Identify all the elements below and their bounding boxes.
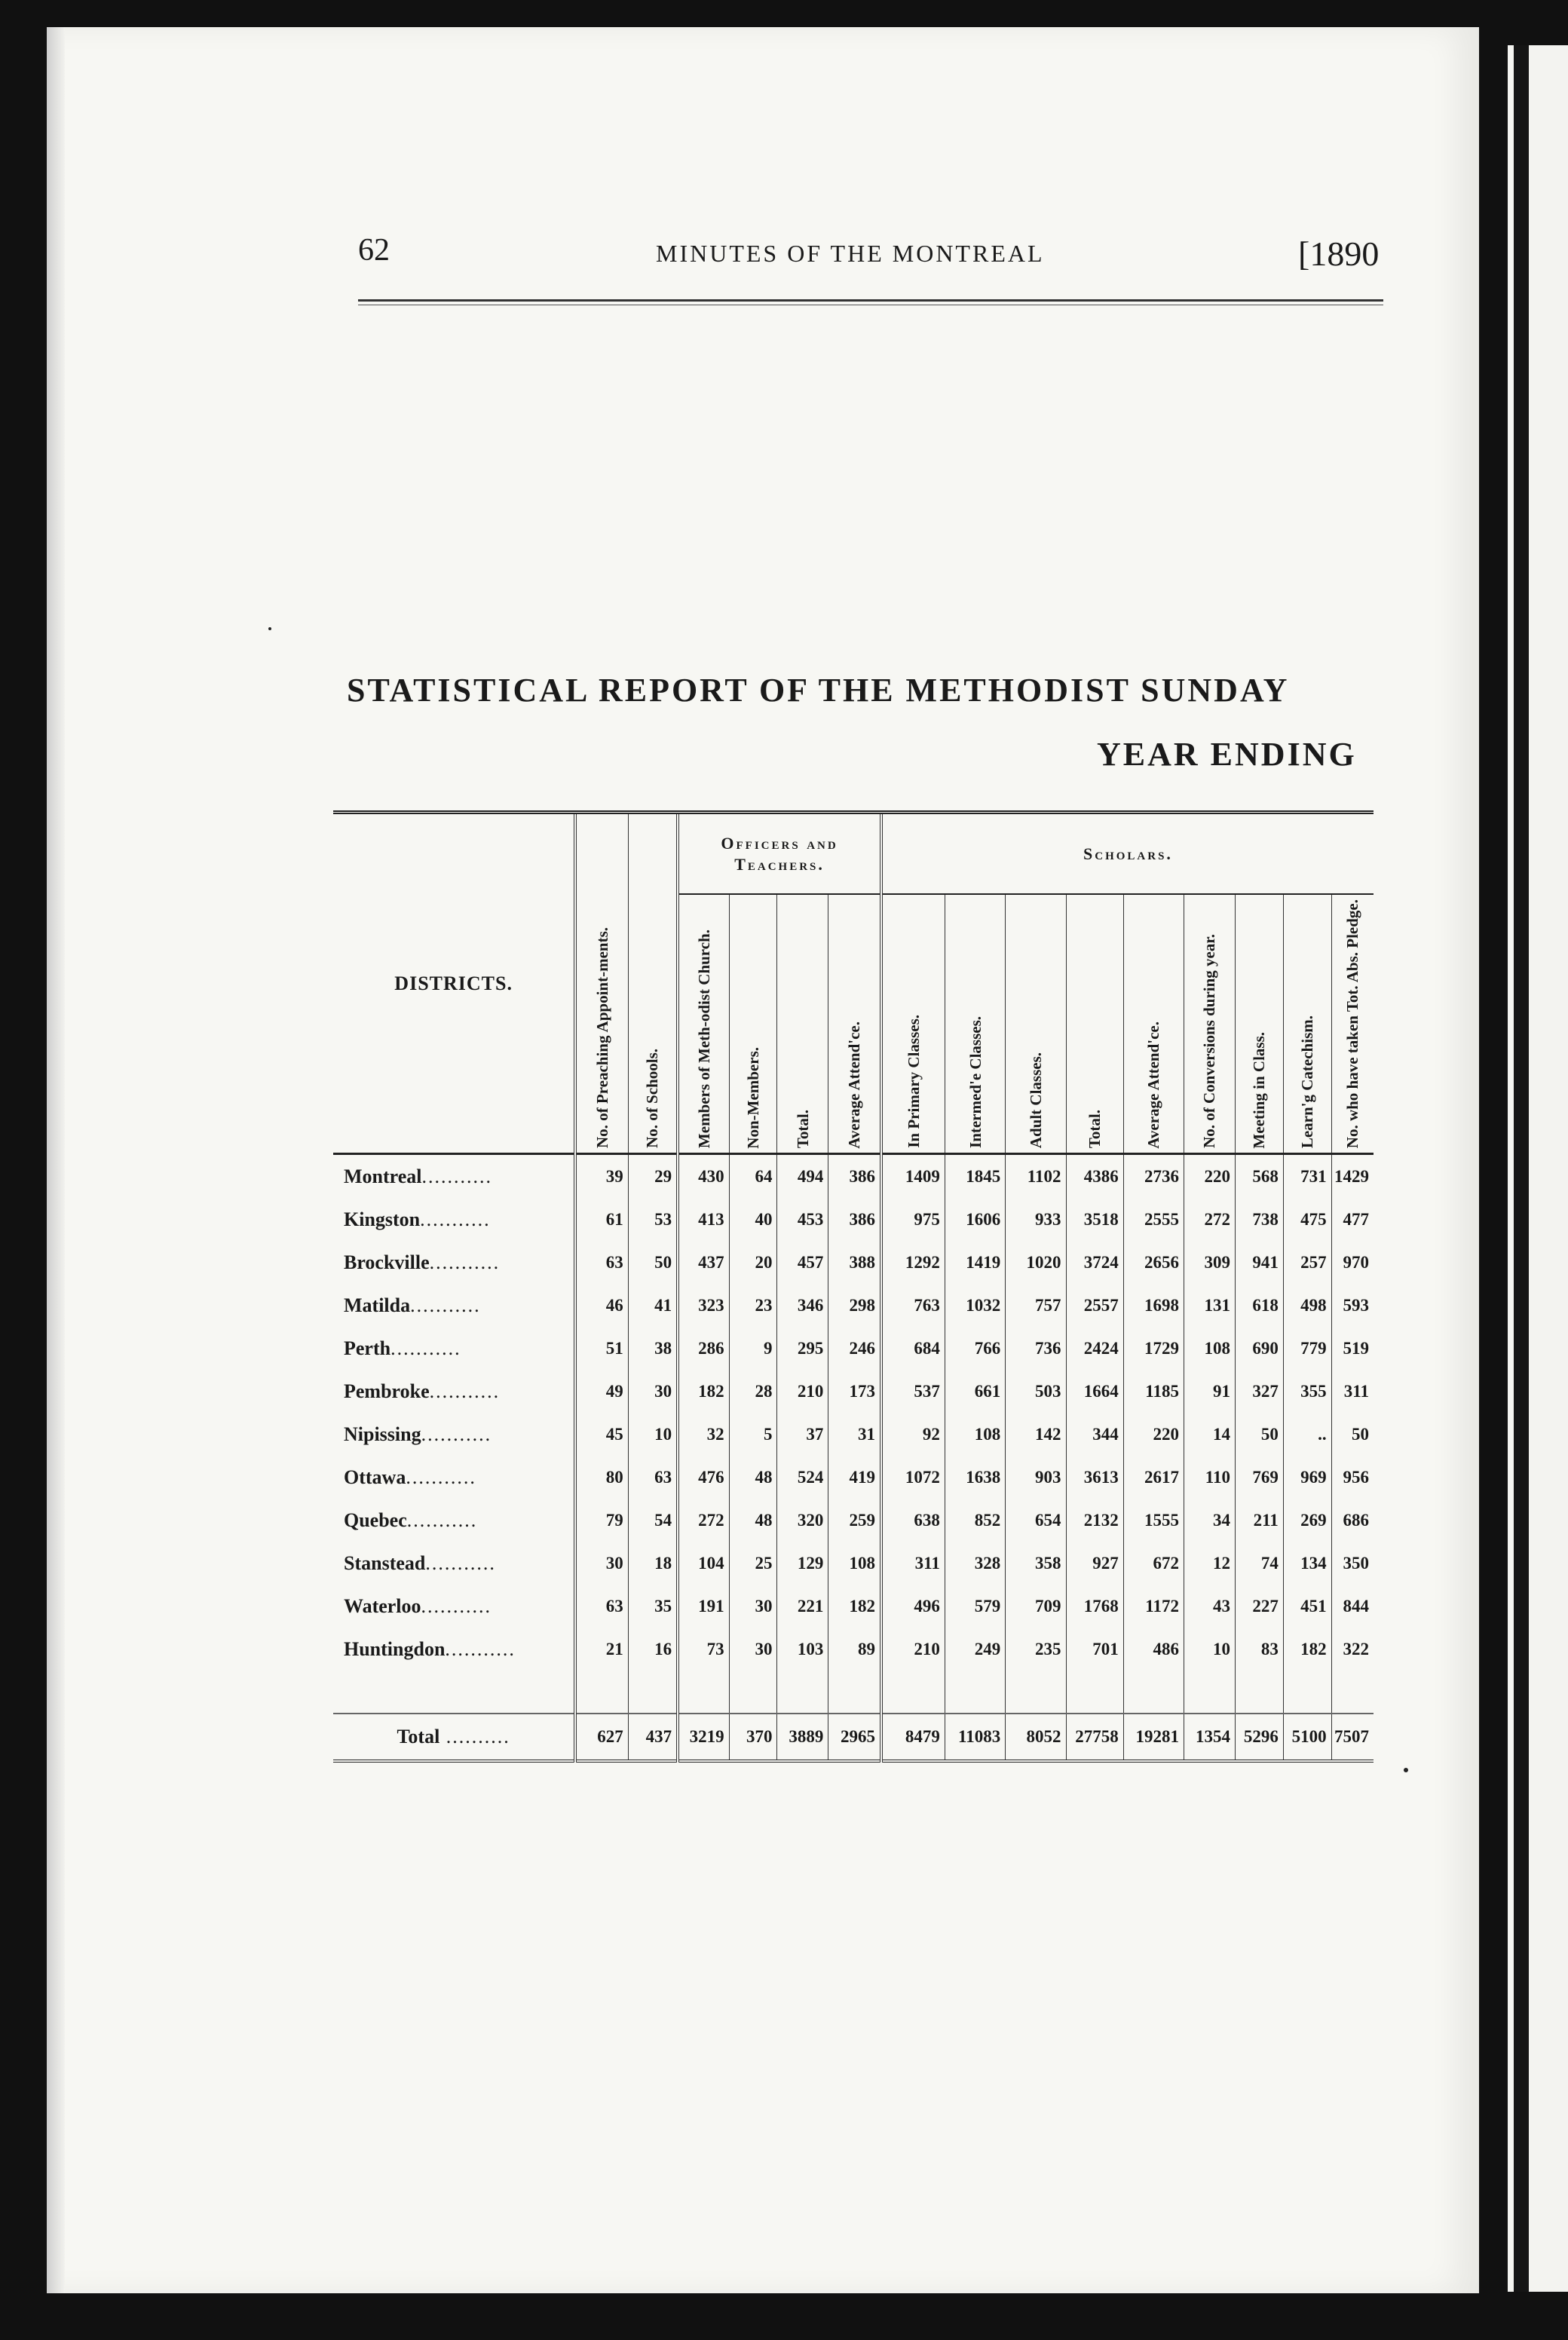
cell-value: 358 xyxy=(1006,1542,1066,1585)
district-name: Huntingdon xyxy=(344,1637,446,1660)
cell-value: 182 xyxy=(678,1370,729,1413)
table-row xyxy=(333,1585,1374,1628)
cell-value: 103 xyxy=(777,1628,828,1671)
cell-value: 108 xyxy=(828,1542,881,1585)
col-preaching-appointments: No. of Preaching Appoint-ments. xyxy=(593,927,612,1149)
table-row xyxy=(333,1198,1374,1241)
cell-value: 419 xyxy=(828,1456,881,1499)
cell-value: 32 xyxy=(678,1413,729,1456)
cell-value: 4386 xyxy=(1066,1154,1123,1199)
col-abstinence-pledge: No. who have taken Tot. Abs. Pledge. xyxy=(1343,899,1362,1149)
cell-value: 638 xyxy=(881,1499,945,1542)
total-label: Total xyxy=(397,1726,440,1748)
cell-value: 295 xyxy=(777,1327,828,1370)
cell-value: 386 xyxy=(828,1198,881,1241)
district-name: Stanstead xyxy=(344,1551,426,1574)
paper-speck xyxy=(1404,1768,1408,1772)
cell-value: 63 xyxy=(575,1241,628,1284)
cell-value: 286 xyxy=(678,1327,729,1370)
cell-value: 627 xyxy=(575,1714,628,1761)
table-row xyxy=(333,1284,1374,1327)
col-meeting-in-class: Meeting in Class. xyxy=(1250,1031,1269,1149)
cell-value: 23 xyxy=(729,1284,777,1327)
cell-value: 108 xyxy=(1184,1327,1236,1370)
col-intermediate-classes: Intermed'e Classes. xyxy=(966,1016,985,1149)
cell-value: 5100 xyxy=(1283,1714,1331,1761)
cell-value: 1409 xyxy=(881,1154,945,1199)
binding-gutter xyxy=(1514,45,1529,2292)
cell-value: 388 xyxy=(828,1241,881,1284)
paper-speck xyxy=(268,627,271,630)
cell-value: 110 xyxy=(1184,1456,1236,1499)
cell-value: 29 xyxy=(628,1154,678,1199)
cell-value: 769 xyxy=(1235,1456,1283,1499)
cell-value: 3889 xyxy=(777,1714,828,1761)
cell-value: 11083 xyxy=(945,1714,1005,1761)
cell-value: 1555 xyxy=(1123,1499,1184,1542)
col-schools: No. of Schools. xyxy=(643,1049,662,1149)
cell-value: 437 xyxy=(678,1241,729,1284)
report-subtitle: YEAR ENDING xyxy=(1097,736,1357,773)
leader-dots: ........... xyxy=(410,1294,481,1316)
col-catechism: Learn'g Catechism. xyxy=(1298,1015,1317,1149)
cell-value: 1072 xyxy=(881,1456,945,1499)
cell-value: 83 xyxy=(1235,1628,1283,1671)
cell-value: 736 xyxy=(1006,1327,1066,1370)
cell-value: 131 xyxy=(1184,1284,1236,1327)
cell-value: 731 xyxy=(1283,1154,1331,1199)
cell-value: 257 xyxy=(1283,1241,1331,1284)
cell-value: 7507 xyxy=(1331,1714,1374,1761)
cell-value: 129 xyxy=(777,1542,828,1585)
cell-value: 54 xyxy=(628,1499,678,1542)
cell-value: 31 xyxy=(828,1413,881,1456)
cell-value: 941 xyxy=(1235,1241,1283,1284)
cell-value: 370 xyxy=(729,1714,777,1761)
district-name: Waterloo xyxy=(344,1594,421,1617)
leader-dots: ........... xyxy=(445,1637,516,1660)
cell-value: 903 xyxy=(1006,1456,1066,1499)
table-row xyxy=(333,1413,1374,1456)
cell-value: 309 xyxy=(1184,1241,1236,1284)
cell-value: 5 xyxy=(729,1413,777,1456)
cell-value: 350 xyxy=(1331,1542,1374,1585)
cell-value: 51 xyxy=(575,1327,628,1370)
cell-value: 672 xyxy=(1123,1542,1184,1585)
leader-dots: ........... xyxy=(429,1380,501,1402)
cell-value: 684 xyxy=(881,1327,945,1370)
cell-value: 322 xyxy=(1331,1628,1374,1671)
cell-value: 413 xyxy=(678,1198,729,1241)
cell-value: 104 xyxy=(678,1542,729,1585)
cell-value: 73 xyxy=(678,1628,729,1671)
cell-value: 457 xyxy=(777,1241,828,1284)
cell-value: 2132 xyxy=(1066,1499,1123,1542)
cell-value: 956 xyxy=(1331,1456,1374,1499)
cell-value: 2656 xyxy=(1123,1241,1184,1284)
cell-value: 975 xyxy=(881,1198,945,1241)
leader-dots: .......... xyxy=(439,1726,510,1748)
cell-value: 709 xyxy=(1006,1585,1066,1628)
page-edge xyxy=(47,27,65,2293)
cell-value: 763 xyxy=(881,1284,945,1327)
cell-value: 1354 xyxy=(1184,1714,1236,1761)
cell-value: 50 xyxy=(1331,1413,1374,1456)
cell-value: 494 xyxy=(777,1154,828,1199)
cell-value: 30 xyxy=(628,1370,678,1413)
cell-value: 346 xyxy=(777,1284,828,1327)
leader-dots: ........... xyxy=(406,1508,478,1531)
district-name: Pembroke xyxy=(344,1380,430,1402)
cell-value: 12 xyxy=(1184,1542,1236,1585)
cell-value: 48 xyxy=(729,1456,777,1499)
cell-value: 779 xyxy=(1283,1327,1331,1370)
cell-value: 50 xyxy=(628,1241,678,1284)
cell-value: 227 xyxy=(1235,1585,1283,1628)
district-name: Perth xyxy=(344,1337,391,1359)
cell-value: 477 xyxy=(1331,1198,1374,1241)
cell-value: 327 xyxy=(1235,1370,1283,1413)
cell-value: 235 xyxy=(1006,1628,1066,1671)
cell-value: 496 xyxy=(881,1585,945,1628)
cell-value: .. xyxy=(1283,1413,1331,1456)
cell-value: 430 xyxy=(678,1154,729,1199)
cell-value: 246 xyxy=(828,1327,881,1370)
cell-value: 30 xyxy=(575,1542,628,1585)
cell-value: 89 xyxy=(828,1628,881,1671)
cell-value: 503 xyxy=(1006,1370,1066,1413)
cell-value: 311 xyxy=(881,1542,945,1585)
cell-value: 498 xyxy=(1283,1284,1331,1327)
cell-value: 1185 xyxy=(1123,1370,1184,1413)
col-primary-classes: In Primary Classes. xyxy=(904,1015,923,1149)
cell-value: 844 xyxy=(1331,1585,1374,1628)
leader-dots: ........... xyxy=(421,1423,492,1445)
cell-value: 80 xyxy=(575,1456,628,1499)
cell-value: 21 xyxy=(575,1628,628,1671)
cell-value: 35 xyxy=(628,1585,678,1628)
header-rule xyxy=(358,299,1383,302)
cell-value: 10 xyxy=(628,1413,678,1456)
cell-value: 1102 xyxy=(1006,1154,1066,1199)
cell-value: 14 xyxy=(1184,1413,1236,1456)
cell-value: 48 xyxy=(729,1499,777,1542)
page-number: 62 xyxy=(358,233,390,268)
cell-value: 690 xyxy=(1235,1327,1283,1370)
group-scholars: Scholars. xyxy=(881,813,1374,895)
cell-value: 320 xyxy=(777,1499,828,1542)
table-row xyxy=(333,1241,1374,1284)
cell-value: 18 xyxy=(628,1542,678,1585)
cell-value: 50 xyxy=(1235,1413,1283,1456)
cell-value: 46 xyxy=(575,1284,628,1327)
district-name: Montreal xyxy=(344,1165,422,1187)
cell-value: 9 xyxy=(729,1327,777,1370)
col-officers-total: Total. xyxy=(793,1110,812,1149)
col-scholars-average: Average Attend'ce. xyxy=(1144,1021,1163,1149)
cell-value: 221 xyxy=(777,1585,828,1628)
leader-dots: ........... xyxy=(421,1165,492,1187)
cell-value: 30 xyxy=(729,1585,777,1628)
cell-value: 298 xyxy=(828,1284,881,1327)
table-row xyxy=(333,1327,1374,1370)
cell-value: 1429 xyxy=(1331,1154,1374,1199)
cell-value: 537 xyxy=(881,1370,945,1413)
cell-value: 10 xyxy=(1184,1628,1236,1671)
leader-dots: ........... xyxy=(390,1337,461,1359)
cell-value: 182 xyxy=(1283,1628,1331,1671)
cell-value: 738 xyxy=(1235,1198,1283,1241)
running-header xyxy=(0,226,1568,286)
cell-value: 1172 xyxy=(1123,1585,1184,1628)
cell-value: 220 xyxy=(1184,1154,1236,1199)
cell-value: 1606 xyxy=(945,1198,1005,1241)
cell-value: 3518 xyxy=(1066,1198,1123,1241)
cell-value: 1292 xyxy=(881,1241,945,1284)
cell-value: 1020 xyxy=(1006,1241,1066,1284)
cell-value: 211 xyxy=(1235,1499,1283,1542)
district-name: Ottawa xyxy=(344,1466,406,1488)
cell-value: 3613 xyxy=(1066,1456,1123,1499)
running-year: [1890 xyxy=(1298,234,1380,273)
cell-value: 933 xyxy=(1006,1198,1066,1241)
cell-value: 2736 xyxy=(1123,1154,1184,1199)
cell-value: 53 xyxy=(628,1198,678,1241)
cell-value: 249 xyxy=(945,1628,1005,1671)
cell-value: 43 xyxy=(1184,1585,1236,1628)
cell-value: 927 xyxy=(1066,1542,1123,1585)
cell-value: 1768 xyxy=(1066,1585,1123,1628)
cell-value: 19281 xyxy=(1123,1714,1184,1761)
cell-value: 210 xyxy=(777,1370,828,1413)
cell-value: 272 xyxy=(678,1499,729,1542)
cell-value: 1698 xyxy=(1123,1284,1184,1327)
cell-value: 1638 xyxy=(945,1456,1005,1499)
cell-value: 1419 xyxy=(945,1241,1005,1284)
cell-value: 437 xyxy=(628,1714,678,1761)
cell-value: 49 xyxy=(575,1370,628,1413)
col-members-methodist: Members of Meth-odist Church. xyxy=(694,930,713,1149)
cell-value: 2617 xyxy=(1123,1456,1184,1499)
cell-value: 618 xyxy=(1235,1284,1283,1327)
cell-value: 41 xyxy=(628,1284,678,1327)
cell-value: 476 xyxy=(678,1456,729,1499)
cell-value: 311 xyxy=(1331,1370,1374,1413)
cell-value: 1845 xyxy=(945,1154,1005,1199)
district-name: Kingston xyxy=(344,1208,421,1230)
cell-value: 524 xyxy=(777,1456,828,1499)
cell-value: 20 xyxy=(729,1241,777,1284)
cell-value: 64 xyxy=(729,1154,777,1199)
cell-value: 568 xyxy=(1235,1154,1283,1199)
cell-value: 686 xyxy=(1331,1499,1374,1542)
cell-value: 142 xyxy=(1006,1413,1066,1456)
table-row xyxy=(333,1456,1374,1499)
cell-value: 386 xyxy=(828,1154,881,1199)
leader-dots: ........... xyxy=(406,1466,476,1488)
report-title: STATISTICAL REPORT OF THE METHODIST SUNDAY xyxy=(347,672,1290,709)
cell-value: 2424 xyxy=(1066,1327,1123,1370)
col-adult-classes: Adult Classes. xyxy=(1026,1052,1045,1149)
cell-value: 39 xyxy=(575,1154,628,1199)
cell-value: 63 xyxy=(575,1585,628,1628)
cell-value: 323 xyxy=(678,1284,729,1327)
cell-value: 74 xyxy=(1235,1542,1283,1585)
cell-value: 8479 xyxy=(881,1714,945,1761)
cell-value: 91 xyxy=(1184,1370,1236,1413)
table-row xyxy=(333,1499,1374,1542)
cell-value: 173 xyxy=(828,1370,881,1413)
districts-header: DISTRICTS. xyxy=(333,813,575,1154)
cell-value: 79 xyxy=(575,1499,628,1542)
cell-value: 970 xyxy=(1331,1241,1374,1284)
table-row xyxy=(333,1542,1374,1585)
cell-value: 1729 xyxy=(1123,1327,1184,1370)
cell-value: 259 xyxy=(828,1499,881,1542)
cell-value: 969 xyxy=(1283,1456,1331,1499)
cell-value: 593 xyxy=(1331,1284,1374,1327)
cell-value: 30 xyxy=(729,1628,777,1671)
cell-value: 61 xyxy=(575,1198,628,1241)
cell-value: 355 xyxy=(1283,1370,1331,1413)
cell-value: 25 xyxy=(729,1542,777,1585)
cell-value: 766 xyxy=(945,1327,1005,1370)
cell-value: 2557 xyxy=(1066,1284,1123,1327)
cell-value: 344 xyxy=(1066,1413,1123,1456)
cell-value: 8052 xyxy=(1006,1714,1066,1761)
group-officers-teachers: Officers and Teachers. xyxy=(678,813,881,895)
cell-value: 451 xyxy=(1283,1585,1331,1628)
spacer-row xyxy=(333,1671,1374,1714)
cell-value: 134 xyxy=(1283,1542,1331,1585)
cell-value: 453 xyxy=(777,1198,828,1241)
cell-value: 28 xyxy=(729,1370,777,1413)
cell-value: 475 xyxy=(1283,1198,1331,1241)
cell-value: 661 xyxy=(945,1370,1005,1413)
district-name: Nipissing xyxy=(344,1423,421,1445)
cell-value: 852 xyxy=(945,1499,1005,1542)
cell-value: 2965 xyxy=(828,1714,881,1761)
col-conversions: No. of Conversions during year. xyxy=(1200,934,1219,1149)
total-row xyxy=(333,1714,1374,1761)
cell-value: 2555 xyxy=(1123,1198,1184,1241)
running-title: MINUTES OF THE MONTREAL xyxy=(656,240,1045,267)
statistics-table xyxy=(333,810,1374,1763)
col-scholars-total: Total. xyxy=(1086,1110,1104,1149)
cell-value: 579 xyxy=(945,1585,1005,1628)
cell-value: 486 xyxy=(1123,1628,1184,1671)
cell-value: 757 xyxy=(1006,1284,1066,1327)
cell-value: 182 xyxy=(828,1585,881,1628)
cell-value: 38 xyxy=(628,1327,678,1370)
cell-value: 63 xyxy=(628,1456,678,1499)
table-row xyxy=(333,1370,1374,1413)
col-officers-average: Average Attend'ce. xyxy=(845,1021,864,1149)
cell-value: 45 xyxy=(575,1413,628,1456)
cell-value: 272 xyxy=(1184,1198,1236,1241)
cell-value: 3724 xyxy=(1066,1241,1123,1284)
leader-dots: ........... xyxy=(420,1208,491,1230)
table-row xyxy=(333,1628,1374,1671)
leader-dots: ........... xyxy=(425,1551,496,1574)
cell-value: 701 xyxy=(1066,1628,1123,1671)
district-name: Quebec xyxy=(344,1508,407,1531)
cell-value: 108 xyxy=(945,1413,1005,1456)
cell-value: 5296 xyxy=(1235,1714,1283,1761)
table-row xyxy=(333,1154,1374,1199)
col-non-members: Non-Members. xyxy=(744,1046,763,1149)
cell-value: 3219 xyxy=(678,1714,729,1761)
cell-value: 34 xyxy=(1184,1499,1236,1542)
district-name: Brockville xyxy=(344,1251,430,1273)
cell-value: 654 xyxy=(1006,1499,1066,1542)
cell-value: 519 xyxy=(1331,1327,1374,1370)
cell-value: 191 xyxy=(678,1585,729,1628)
cell-value: 16 xyxy=(628,1628,678,1671)
cell-value: 1664 xyxy=(1066,1370,1123,1413)
cell-value: 1032 xyxy=(945,1284,1005,1327)
leader-dots: ........... xyxy=(421,1594,492,1617)
cell-value: 210 xyxy=(881,1628,945,1671)
cell-value: 328 xyxy=(945,1542,1005,1585)
cell-value: 269 xyxy=(1283,1499,1331,1542)
cell-value: 92 xyxy=(881,1413,945,1456)
leader-dots: ........... xyxy=(429,1251,501,1273)
cell-value: 40 xyxy=(729,1198,777,1241)
district-name: Matilda xyxy=(344,1294,411,1316)
cell-value: 220 xyxy=(1123,1413,1184,1456)
cell-value: 37 xyxy=(777,1413,828,1456)
cell-value: 27758 xyxy=(1066,1714,1123,1761)
